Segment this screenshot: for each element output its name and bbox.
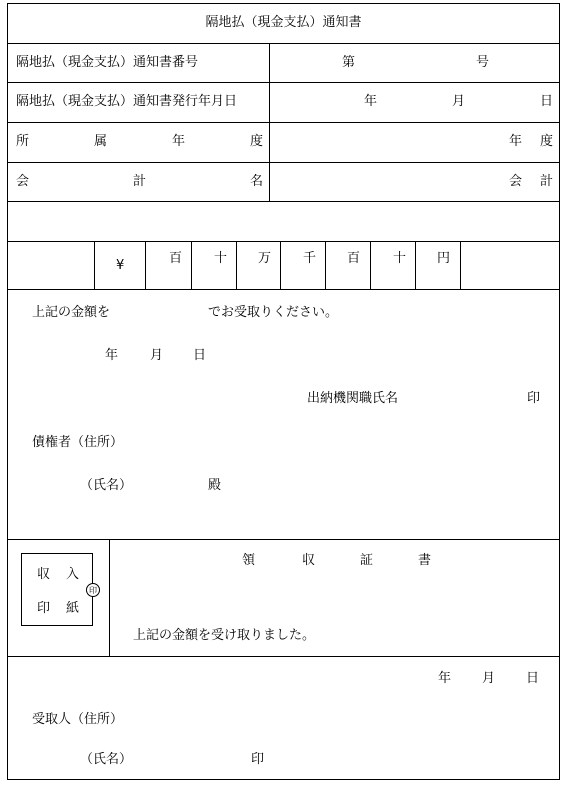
rule	[7, 122, 560, 123]
notice-number-label: 隔地払（現金支払）通知書番号	[16, 55, 199, 70]
rule	[7, 201, 560, 202]
notice-date-year: 年	[105, 348, 119, 363]
official-label: 出納機関職氏名	[307, 391, 399, 406]
receipt-divider	[109, 539, 110, 656]
rule	[7, 82, 560, 83]
amount-unit: 十	[214, 251, 228, 266]
amount-unit: 万	[258, 251, 272, 266]
stamp-char: 紙	[66, 601, 80, 616]
fiscal-year-label	[16, 134, 263, 150]
account-label	[16, 174, 263, 190]
label-char: 計	[132, 174, 146, 189]
notice-date-day: 日	[193, 348, 207, 363]
amount-cell-divider	[415, 241, 416, 289]
receipt-statement: 上記の金額を受け取りました。	[133, 628, 316, 643]
rule	[7, 539, 560, 540]
fiscal-year-suffix-do: 度	[540, 134, 554, 149]
label-char: 会	[16, 174, 30, 189]
issue-date-label: 隔地払（現金支払）通知書発行年月日	[16, 94, 238, 109]
notice-number-prefix: 第	[342, 55, 356, 70]
label-char: 属	[93, 134, 107, 149]
account-suffix-kai: 会	[509, 174, 523, 189]
rule	[7, 241, 560, 242]
amount-unit: 十	[393, 251, 407, 266]
notice-date-month: 月	[150, 348, 164, 363]
amount-cell-divider	[236, 241, 237, 289]
fiscal-year-suffix-nen: 年	[509, 134, 523, 149]
label-char: 年	[171, 134, 185, 149]
recipient-date-year: 年	[438, 671, 452, 686]
amount-cell-divider	[370, 241, 371, 289]
rule	[7, 656, 560, 657]
stamp-seal-icon: 印	[86, 583, 100, 597]
amount-unit: 千	[303, 251, 317, 266]
receipt-title-char: 領	[242, 553, 256, 568]
form-frame	[7, 3, 560, 780]
recipient-date-month: 月	[482, 671, 496, 686]
instruction-before: 上記の金額を	[32, 305, 111, 320]
recipient-address-label: 受取人（住所）	[32, 712, 124, 727]
amount-cell-divider	[325, 241, 326, 289]
amount-cell-divider	[145, 241, 146, 289]
amount-unit: 円	[437, 251, 451, 266]
issue-date-month: 月	[452, 94, 466, 109]
label-char: 名	[249, 174, 263, 189]
recipient-seal-mark: 印	[251, 752, 265, 767]
form-title: 隔地払（現金支払）通知書	[205, 15, 362, 30]
stamp-char: 入	[66, 567, 80, 582]
amount-unit: 百	[169, 251, 183, 266]
label-char: 度	[249, 134, 263, 149]
issue-date-day: 日	[540, 94, 554, 109]
instruction-after: でお受取りください。	[208, 305, 339, 320]
account-suffix-kei: 計	[540, 174, 554, 189]
creditor-name-label: （氏名）	[80, 478, 133, 493]
recipient-name-label: （氏名）	[80, 752, 133, 767]
recipient-date-day: 日	[526, 671, 540, 686]
rule	[7, 43, 560, 44]
rule	[7, 162, 560, 163]
receipt-title-char: 書	[418, 553, 432, 568]
rule	[7, 289, 560, 290]
receipt-title-char: 収	[302, 553, 316, 568]
column-divider	[269, 43, 270, 201]
creditor-address-label: 債権者（住所）	[32, 435, 124, 450]
amount-unit: 百	[347, 251, 361, 266]
amount-cell-divider	[460, 241, 461, 289]
notice-number-suffix: 号	[476, 55, 490, 70]
stamp-char: 収	[37, 567, 51, 582]
yen-symbol: ¥	[116, 258, 125, 273]
amount-cell-divider	[191, 241, 192, 289]
label-char: 所	[16, 134, 30, 149]
stamp-char: 印	[37, 601, 51, 616]
amount-cell-divider	[280, 241, 281, 289]
revenue-stamp-box	[21, 553, 93, 626]
amount-cell-divider	[94, 241, 95, 289]
receipt-title-char: 証	[360, 553, 374, 568]
official-seal-mark: 印	[527, 391, 541, 406]
issue-date-year: 年	[364, 94, 378, 109]
honorific: 殿	[208, 478, 222, 493]
